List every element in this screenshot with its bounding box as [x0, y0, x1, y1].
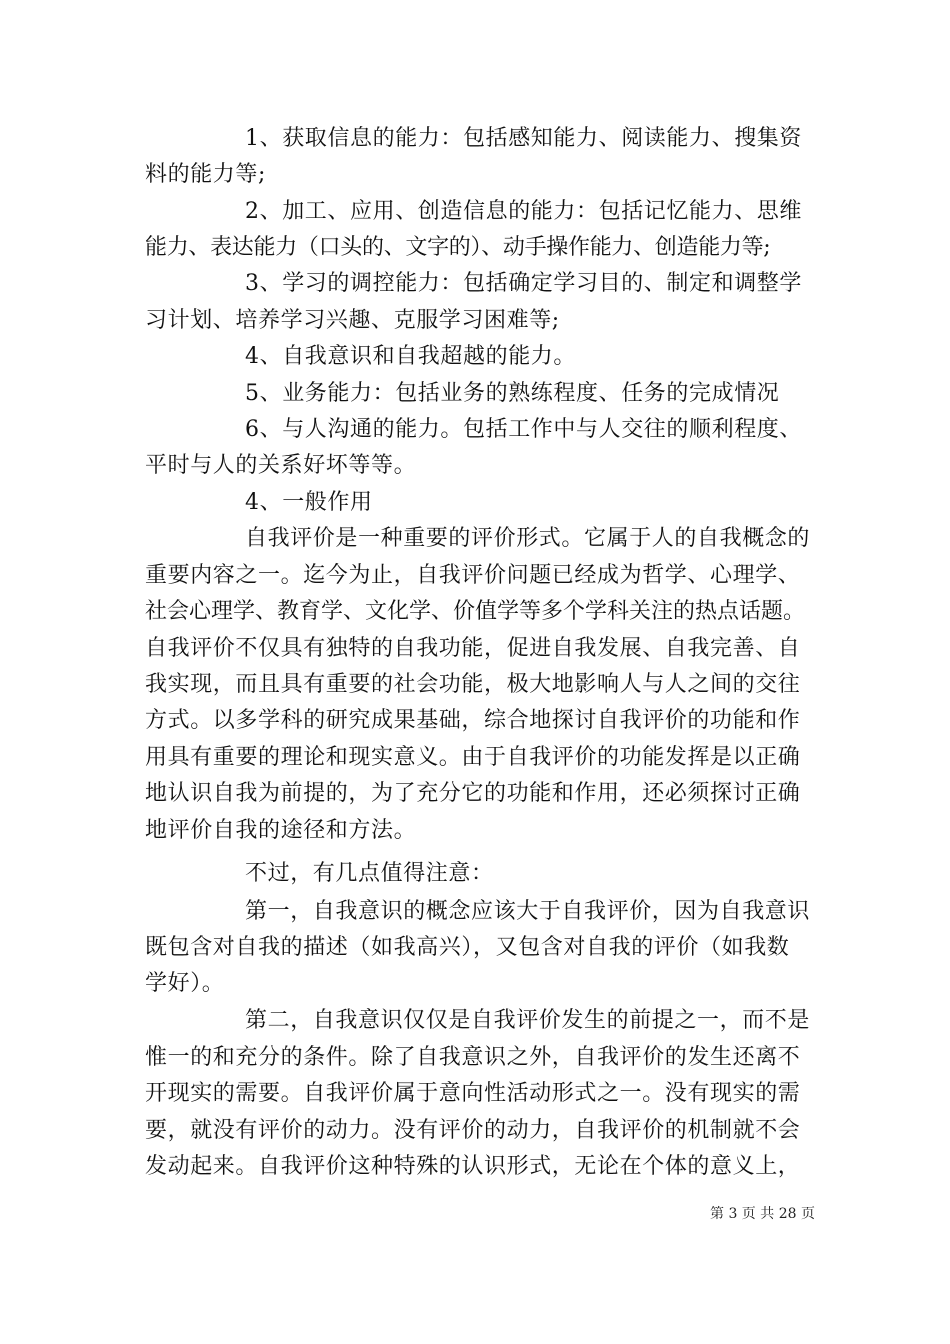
text-line: 能力、表达能力（口头的、文字的）、动手操作能力、创造能力等;: [145, 235, 771, 260]
text-line: 不过，有几点值得注意：: [245, 861, 494, 886]
text-line: 发动起来。自我评价这种特殊的认识形式，无论在个体的意义上，: [145, 1154, 801, 1179]
text-line: 第二，自我意识仅仅是自我评价发生的前提之一，而不是: [245, 1008, 811, 1033]
text-line: 5、业务能力：包括业务的熟练程度、任务的完成情况: [245, 381, 780, 406]
text-line: 用具有重要的理论和现实意义。由于自我评价的功能发挥是以正确: [145, 745, 801, 770]
text-line: 2、加工、应用、创造信息的能力：包括记忆能力、思维: [245, 199, 802, 224]
text-line: 第一，自我意识的概念应该大于自我评价，因为自我意识: [245, 899, 811, 924]
text-line: 料的能力等;: [145, 162, 267, 187]
text-line: 6、与人沟通的能力。包括工作中与人交往的顺利程度、: [245, 417, 802, 442]
text-line: 我实现，而且具有重要的社会功能，极大地影响人与人之间的交往: [145, 672, 801, 697]
text-line: 地认识自我为前提的，为了充分它的功能和作用，还必须探讨正确: [145, 781, 801, 806]
text-line: 自我评价是一种重要的评价形式。它属于人的自我概念的: [245, 526, 811, 551]
text-line: 社会心理学、教育学、文化学、价值学等多个学科关注的热点话题。: [145, 599, 806, 624]
text-line: 学好）。: [145, 971, 225, 996]
text-line: 习计划、培养学习兴趣、克服学习困难等;: [145, 308, 560, 333]
text-line: 方式。以多学科的研究成果基础，综合地探讨自我评价的功能和作: [145, 708, 801, 733]
text-line: 重要内容之一。迄今为止，自我评价问题已经成为哲学、心理学、: [145, 563, 801, 588]
text-line: 1、获取信息的能力：包括感知能力、阅读能力、搜集资: [245, 126, 802, 151]
text-line: 自我评价不仅具有独特的自我功能，促进自我发展、自我完善、自: [145, 636, 801, 661]
page-number-footer: 第 3 页 共 28 页: [710, 1206, 815, 1222]
text-line: 要，就没有评价的动力。没有评价的动力，自我评价的机制就不会: [145, 1118, 801, 1143]
text-line: 平时与人的关系好坏等等。: [145, 453, 417, 478]
text-line: 地评价自我的途径和方法。: [145, 818, 417, 843]
text-line: 3、学习的调控能力：包括确定学习目的、制定和调整学: [245, 271, 802, 296]
text-line: 既包含对自我的描述（如我高兴），又包含对自我的评价（如我数: [145, 935, 790, 960]
text-line: 4、自我意识和自我超越的能力。: [245, 344, 576, 369]
text-line: 惟一的和充分的条件。除了自我意识之外，自我评价的发生还离不: [145, 1045, 801, 1070]
text-line: 4、一般作用: [245, 490, 373, 515]
text-line: 开现实的需要。自我评价属于意向性活动形式之一。没有现实的需: [145, 1081, 801, 1106]
